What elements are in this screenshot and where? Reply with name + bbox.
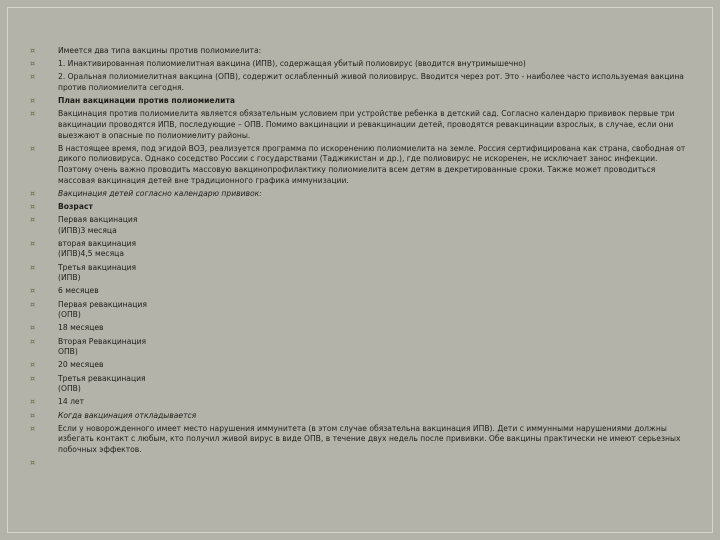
bullet-icon: ¤ — [30, 458, 36, 468]
list-item-text: вторая вакцинация (ИПВ)4,5 месяца — [58, 238, 137, 259]
bullet-icon: ¤ — [30, 336, 36, 346]
slide-content — [30, 46, 690, 468]
list-item — [30, 360, 690, 371]
bullet-icon: ¤ — [30, 238, 36, 248]
list-item — [30, 109, 690, 141]
list-item-text: Третья вакцинация (ИПВ) — [58, 262, 137, 283]
list-item — [30, 239, 690, 260]
bullet-icon: ¤ — [30, 262, 36, 272]
list-item-text: План вакцинации против полиомиелита — [58, 96, 235, 106]
list-item-text: Вторая Ревакцинация ОПВ) — [58, 336, 147, 357]
bullet-icon: ¤ — [30, 373, 36, 383]
bullet-icon: ¤ — [30, 201, 36, 211]
list-item-text: 1. Инактивированная полиомиелитная вакцина (ИПВ), содержащая убитый полиовирус (вводится внутримышечно) — [58, 59, 526, 69]
bullet-icon: ¤ — [30, 143, 36, 153]
list-item-text: 6 месяцев — [58, 286, 99, 296]
bullet-icon: ¤ — [30, 46, 36, 55]
bullet-icon: ¤ — [30, 286, 36, 296]
list-item-text: 20 месяцев — [58, 360, 104, 370]
list-item — [30, 300, 690, 321]
list-item — [30, 411, 690, 422]
list-item-text: Вакцинация детей согласно календарю прививок: — [58, 188, 262, 198]
list-item-text: Возраст — [58, 201, 93, 211]
bullet-icon: ¤ — [30, 323, 36, 333]
bullet-icon: ¤ — [30, 96, 36, 106]
bullet-icon: ¤ — [30, 397, 36, 407]
list-item — [30, 424, 690, 456]
bullet-icon: ¤ — [30, 423, 36, 433]
list-item — [30, 337, 690, 358]
list-item-text: Когда вакцинация откладывается — [58, 410, 197, 420]
list-item — [30, 286, 690, 297]
bullet-icon: ¤ — [30, 188, 36, 198]
list-item-text: Третья ревакцинация (ОПВ) — [58, 373, 146, 394]
list-item-text: В настоящее время, под эгидой ВОЗ, реализуется программа по искоренению полиомиелита на земле. Россия сертифицирована как страна, свободная от дикого полиовируса. Однако соседство России с государствами (Таджикистан и др.), где полиовирус не искоренен, не исключает занос инфекции. Поэтому очень важно проводить массовую вакцинопрофилактику полиомиелита всем детям в декретированные сроки. Также может проводиться массовая вакцинация детей вне традиционного графика иммунизации. — [58, 143, 686, 185]
bullet-icon: ¤ — [30, 360, 36, 370]
list-item-text: Если у новорожденного имеет место нарушения иммунитета (в этом случае обязательна вакцинация ИПВ). Дети с иммунными нарушениями должны избегать контакт с любым, кто получил живой вирус в виде ОПВ, в течение двух недель после прививки. Обе вакцины практически не имеют серьезных побочных эффектов. — [58, 423, 681, 454]
list-item — [30, 215, 690, 236]
bullet-icon: ¤ — [30, 410, 36, 420]
bullet-icon: ¤ — [30, 215, 36, 225]
list-item — [30, 189, 690, 200]
list-item-text: 14 лет — [58, 397, 85, 407]
list-item — [30, 202, 690, 213]
list-item — [30, 96, 690, 107]
list-item — [30, 144, 690, 186]
list-item — [30, 59, 690, 70]
list-item-text: Первая ревакцинация (ОПВ) — [58, 299, 147, 320]
bullet-list — [30, 46, 690, 468]
bullet-icon: ¤ — [30, 72, 36, 82]
bullet-icon: ¤ — [30, 59, 36, 69]
list-item — [30, 323, 690, 334]
list-item-text: Первая вакцинация (ИПВ)3 месяца — [58, 215, 138, 235]
list-item — [30, 397, 690, 408]
list-item-text: 2. Оральная полиомиелитная вакцина (ОПВ), содержит ослабленный живой полиовирус. Вводится через рот. Это - наиболее часто используемая вакцина против полиомиелита сегодня. — [58, 72, 684, 92]
list-item-text: 18 месяцев — [58, 323, 104, 333]
bullet-icon: ¤ — [30, 109, 36, 119]
list-item — [30, 46, 690, 57]
list-item-text: Вакцинация против полиомиелита является обязательным условием при устройстве ребенка в детский сад. Согласно календарю прививок первые три вакцинации проводятся ИПВ, последующие – ОПВ. Помимо вакцинации и ревакцинации детей, проводятся ревакцинации взрослых, в случае, если они выезжают в опасные по полиомиелиту районы. — [58, 109, 675, 140]
list-item — [30, 72, 690, 93]
list-item — [30, 374, 690, 395]
bullet-icon: ¤ — [30, 299, 36, 309]
list-item — [30, 263, 690, 284]
list-item-text: Имеется два типа вакцины против полиомиелита: — [58, 46, 262, 55]
